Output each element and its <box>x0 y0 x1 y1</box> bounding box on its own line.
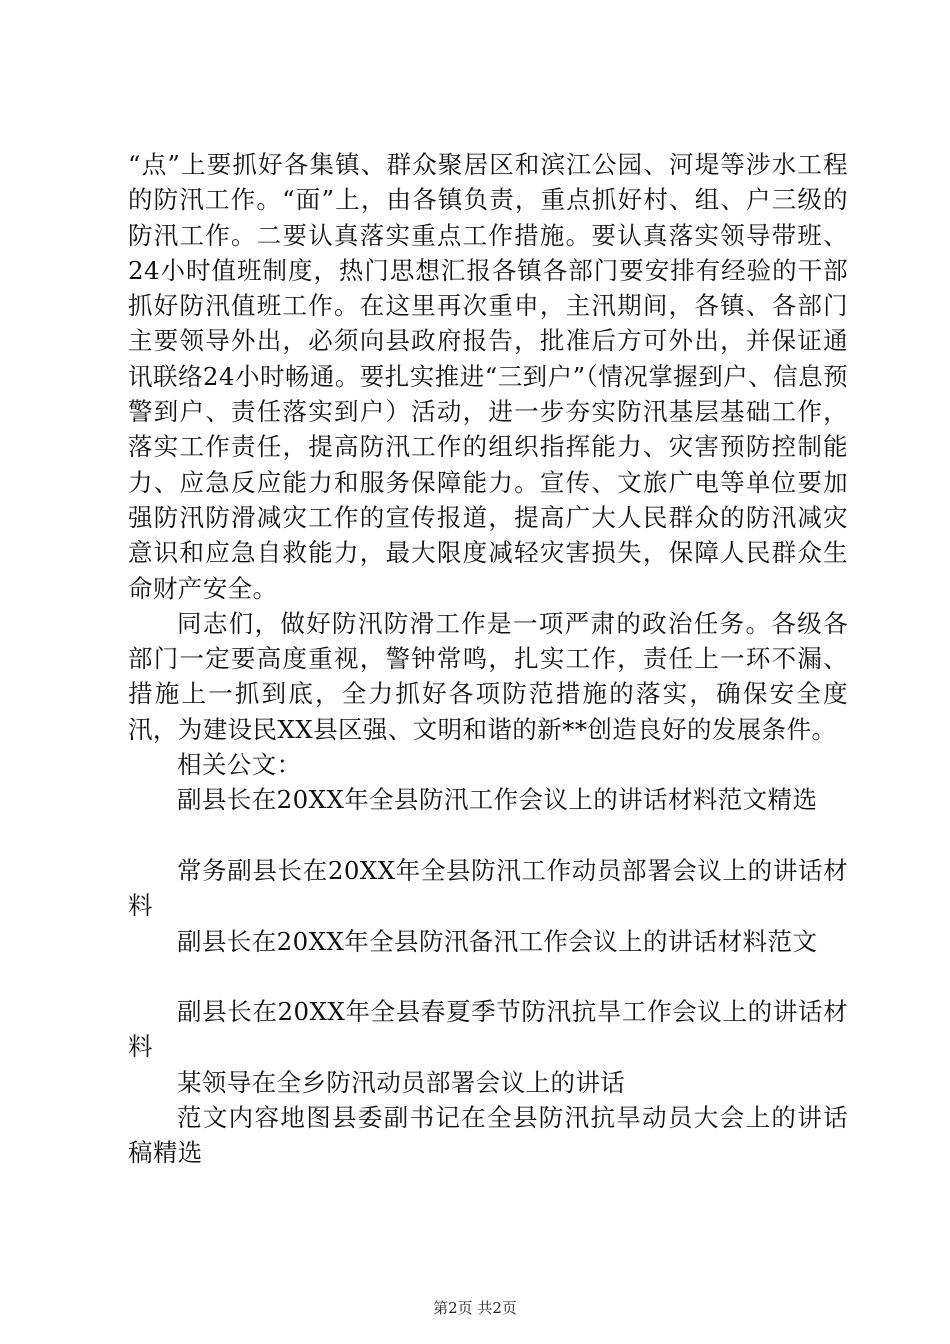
related-document-item: 副县长在20XX年全县春夏季节防汛抗旱工作会议上的讲话材料 <box>128 997 848 1062</box>
closing-paragraph: 同志们，做好防汛防滑工作是一项严肃的政治任务。各级各部门一定要高度重视，警钟常鸣，扎实工作，责任上一环不漏、措施上一抓到底，全力抓好各项防范措施的落实，确保安全度汛，为建设民XX县区强、文明和谐的新**创造良好的发展条件。 <box>128 608 848 744</box>
related-document-item: 副县长在20XX年全县防汛备汛工作会议上的讲话材料范文 <box>177 926 818 956</box>
page-number-footer: 第2页 共2页 <box>433 1299 517 1317</box>
related-documents-label: 相关公文： <box>177 750 302 780</box>
document-body <box>128 147 848 1171</box>
related-document-item: 副县长在20XX年全县防汛工作会议上的讲话材料范文精选 <box>177 785 818 815</box>
related-document-item: 某领导在全乡防汛动员部署会议上的讲话 <box>177 1067 626 1097</box>
related-document-item: 范文内容地图县委副书记在全县防汛抗旱动员大会上的讲话稿精选 <box>128 1103 848 1168</box>
body-paragraph: “点”上要抓好各集镇、群众聚居区和滨江公园、河堤等涉水工程的防汛工作。“面”上，由各镇负责，重点抓好村、组、户三级的防汛工作。二要认真落实重点工作措施。要认真落实领导带班、24小时值班制度，热门思想汇报各镇各部门要安排有经验的干部抓好防汛值班工作。在这里再次重申，主汛期间，各镇、各部门主要领导外出，必须向县政府报告，批准后方可外出，并保证通讯联络24小时畅通。要扎实推进“三到户”（情况掌握到户、信息预警到户、责任落实到户）活动，进一步夯实防汛基层基础工作，落实工作责任，提高防汛工作的组织指挥能力、灾害预防控制能力、应急反应能力和服务保障能力。宣传、文旅广电等单位要加强防汛防滑减灾工作的宣传报道，提高广大人民群众的防汛减灾意识和应急自救能力，最大限度减轻灾害损失，保障人民群众生命财产安全。 <box>128 150 848 603</box>
related-document-item: 常务副县长在20XX年全县防汛工作动员部署会议上的讲话材料 <box>128 855 848 921</box>
